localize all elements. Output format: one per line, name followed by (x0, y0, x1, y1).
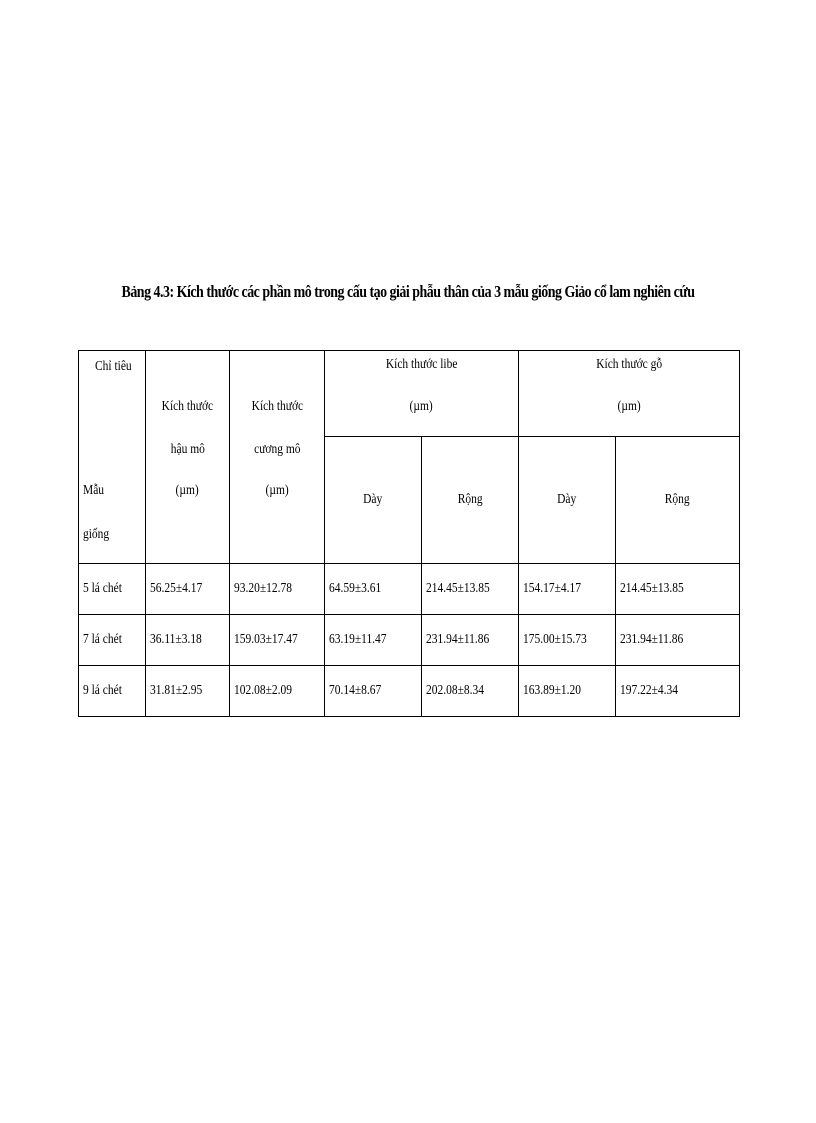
header-hau-mo-unit: (µm) (175, 483, 200, 498)
header-cuong-mo-line1: Kích thước (251, 399, 303, 414)
subheader-libe-day: Dày (325, 437, 422, 564)
header-go-line1: Kích thước gỗ (596, 357, 662, 372)
value-cell: 214.45±13.85 (422, 564, 519, 615)
header-cuong-mo-unit: (µm) (265, 483, 289, 498)
subheader-libe-rong: Rộng (422, 437, 519, 564)
criteria-label: Chỉ tiêu (95, 359, 132, 374)
sample-cell: 9 lá chét (79, 666, 146, 717)
value-cell: 163.89±1.20 (519, 666, 616, 717)
table-row (79, 564, 740, 615)
table-row (79, 666, 740, 717)
sample-cell: 5 lá chét (79, 564, 146, 615)
value-cell: 102.08±2.09 (230, 666, 325, 717)
sample-label-line1: Mẫu (83, 483, 105, 498)
value-cell: 31.81±2.95 (146, 666, 230, 717)
header-libe-line1: Kích thước libe (385, 357, 458, 372)
value-cell: 231.94±11.86 (422, 615, 519, 666)
value-cell: 64.59±3.61 (325, 564, 422, 615)
header-go-unit: (µm) (617, 399, 641, 414)
table-caption: Bảng 4.3: Kích thước các phần mô trong cấu tạo giải phẫu thân của 3 mẫu giống Giảo cổ lam nghiên cứu (121, 282, 695, 301)
value-cell: 36.11±3.18 (146, 615, 230, 666)
anatomy-table (78, 350, 740, 717)
sample-label-line2: giống (83, 527, 110, 542)
value-cell: 93.20±12.78 (230, 564, 325, 615)
value-cell: 56.25±4.17 (146, 564, 230, 615)
header-hau-mo (146, 351, 230, 564)
header-group-libe (325, 351, 519, 437)
value-cell: 70.14±8.67 (325, 666, 422, 717)
value-cell: 214.45±13.85 (616, 564, 740, 615)
value-cell: 202.08±8.34 (422, 666, 519, 717)
subheader-go-day: Dày (519, 437, 616, 564)
header-group-go (519, 351, 740, 437)
header-row (79, 351, 740, 437)
header-hau-mo-line1: Kích thước (161, 399, 214, 414)
value-cell: 231.94±11.86 (616, 615, 740, 666)
sample-cell: 7 lá chét (79, 615, 146, 666)
subheader-go-rong: Rộng (616, 437, 740, 564)
header-cuong-mo-line2: cương mô (253, 442, 301, 457)
value-cell: 197.22±4.34 (616, 666, 740, 717)
value-cell: 63.19±11.47 (325, 615, 422, 666)
corner-header-cell (79, 351, 146, 564)
header-libe-unit: (µm) (409, 399, 434, 414)
table-row (79, 615, 740, 666)
header-cuong-mo (230, 351, 325, 564)
value-cell: 154.17±4.17 (519, 564, 616, 615)
value-cell: 159.03±17.47 (230, 615, 325, 666)
value-cell: 175.00±15.73 (519, 615, 616, 666)
header-hau-mo-line2: hậu mô (170, 442, 205, 457)
